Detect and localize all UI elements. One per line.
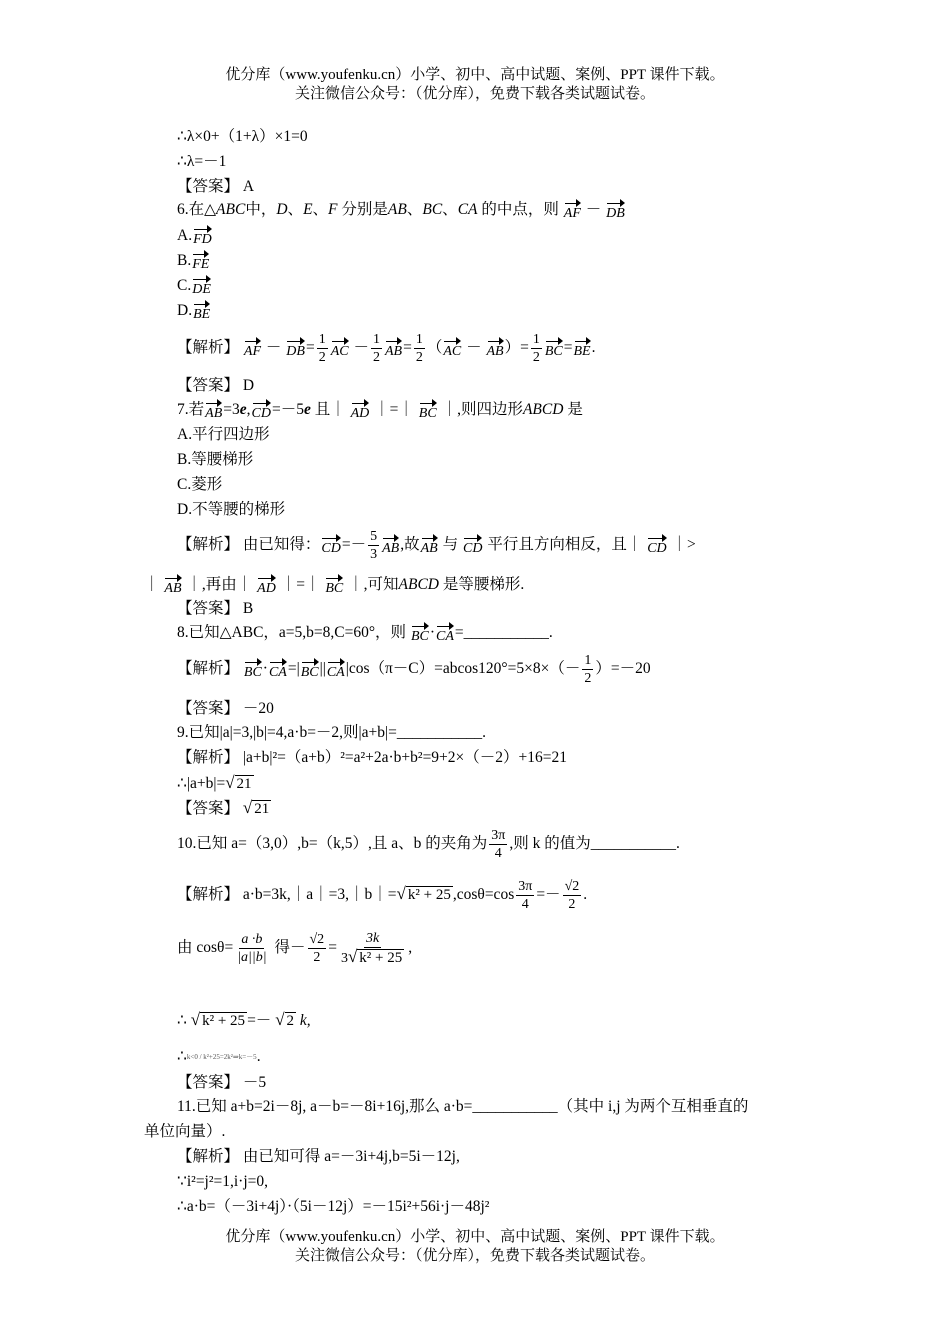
vector-bc: BC xyxy=(325,575,343,596)
fraction-3k xyxy=(339,930,406,967)
analysis-label: 【解析】 xyxy=(177,536,240,553)
q8-analysis-tail: cos（π－C）=abcos120°=5×8×（－ xyxy=(348,660,581,677)
q9-answer xyxy=(177,797,271,820)
q6-e: E xyxy=(303,201,313,218)
answer-label: 【答案】 xyxy=(177,700,240,717)
q11-stem-2: 单位向量）. xyxy=(144,1123,226,1140)
q7-stem-start: 7.若 xyxy=(177,401,205,418)
q6-option-c xyxy=(177,275,212,297)
vector-bc: BC xyxy=(244,659,262,680)
q6-stem-mid: 中， xyxy=(245,201,277,218)
q10-de: 得－ xyxy=(274,939,306,956)
answer-value: －20 xyxy=(242,700,274,717)
q6-bc: BC xyxy=(422,201,443,218)
p5-answer xyxy=(177,176,254,198)
vector-db: DB xyxy=(606,200,625,221)
fraction-sqrt2-2: $\frac{√2}{2}$ xyxy=(564,878,580,912)
q6-option-a xyxy=(177,225,213,247)
vector-ab: AB xyxy=(385,338,402,359)
q7-abcd: ABCD xyxy=(522,401,564,418)
answer-value: －5 xyxy=(242,1074,267,1091)
q8-stem: 8.已知△ABC，a=5,b=8,C=60°，则 BC·CA=___________. xyxy=(177,624,553,644)
q7-analysis-f: ,可知 xyxy=(363,576,399,593)
q8-analysis-end: ）=－20 xyxy=(595,660,651,677)
answer-value: D xyxy=(242,377,255,394)
q10-analysis xyxy=(177,875,587,914)
q7-analysis-2: ｜ AB ｜,再由｜ AD ｜=｜ BC ｜,可知ABCD 是等腰梯形. xyxy=(144,576,525,596)
option-letter: D. xyxy=(177,302,193,319)
therefore-symbol: ∴ xyxy=(177,1012,187,1029)
q7-option-c: C.菱形 xyxy=(177,476,223,493)
q10-therefore-2: ∴k<0 / k²+25=2k²⇒k=－5. xyxy=(177,1048,261,1065)
option-letter: B. xyxy=(177,252,192,269)
answer-value: B xyxy=(242,600,254,617)
page-header xyxy=(0,66,950,104)
q10-stem xyxy=(177,825,680,863)
q7-shi: 是 xyxy=(567,401,583,418)
analysis-label: 【解析】 xyxy=(177,749,240,766)
vector-ab: AB xyxy=(487,338,504,359)
q6-stem-end: 的中点，则 xyxy=(481,201,559,218)
vector-bc: BC xyxy=(411,623,429,644)
therefore-symbol: ∴ xyxy=(177,1048,187,1065)
vector-cd: CD xyxy=(252,400,271,421)
vector-ca: CA xyxy=(436,623,454,644)
q10-answer xyxy=(177,1072,266,1094)
q7-analysis-d: 平行且方向相反，且 xyxy=(487,536,627,553)
fraction-5-3: $\frac{5}{3}$ xyxy=(370,528,378,562)
q6-d: D xyxy=(276,201,288,218)
fraction-half: $\frac{1}{2}$ xyxy=(532,331,540,365)
q11-step-2: ∵i²=j²=1,i·j=0, xyxy=(177,1173,269,1190)
fraction-half: $\frac{1}{2}$ xyxy=(318,331,326,365)
p5-step-2: ∴λ=－1 xyxy=(177,153,227,170)
vector-ac: AC xyxy=(443,338,461,359)
q6-f: F xyxy=(328,201,338,218)
vector-fe: FE xyxy=(192,251,209,272)
q6-option-b xyxy=(177,250,210,272)
vector-ab: AB xyxy=(205,400,222,421)
answer-value: A xyxy=(242,178,255,195)
answer-label: 【答案】 xyxy=(177,377,240,394)
radicand: k² + 25 xyxy=(407,887,451,903)
q10-eq: =－ xyxy=(247,1012,272,1029)
p5-step-1: ∴λ×0+（1+λ）×1=0 xyxy=(177,128,308,145)
sqrt-2: √ 2 xyxy=(275,1010,295,1029)
vector-ad: AD xyxy=(351,400,370,421)
q10-k: k, xyxy=(299,1012,311,1029)
q7-abcd: ABCD xyxy=(398,576,439,593)
answer-label: 【答案】 xyxy=(177,1074,240,1091)
fraction-half: $\frac{1}{2}$ xyxy=(584,652,592,686)
fraction-3pi-4 xyxy=(516,878,534,913)
q7-analysis-1: 【解析】 由已知得：CD=－ $\frac{5}{3}$ AB,故AB 与 CD 平行且方向相反，且｜ CD ｜> xyxy=(177,528,696,562)
q10-stem-a: 10.已知 a=（3,0）,b=（k,5）,且 a、b 的夹角为 xyxy=(177,835,488,852)
page-footer xyxy=(0,1228,950,1266)
q6-abc: ABC xyxy=(216,201,246,218)
vector-ab: AB xyxy=(382,535,399,556)
footer-line-2: 关注微信公众号：（优分库），免费下载各类试题试卷。 xyxy=(294,1248,655,1264)
q11-stem: 11.已知 a+b=2i－8j, a－b=－8i+16j,那么 a·b=___________（其中 i,j 为两个互相垂直的 xyxy=(177,1098,749,1115)
vector-ab: AB xyxy=(164,575,181,596)
q7-analysis-a: 由已知得： xyxy=(242,536,321,553)
q9-analysis xyxy=(177,747,567,769)
option-letter: A. xyxy=(177,227,193,244)
vector-bc: BC xyxy=(545,338,563,359)
q11-step-3: ∴a·b=（－3i+4j）·（5i－12j）=－15i²+56i·j－48j² xyxy=(177,1198,490,1215)
vector-bc: BC xyxy=(301,659,319,680)
radicand: k² + 25 xyxy=(202,1013,246,1029)
sqrt-21: √ 21 xyxy=(242,798,270,817)
vector-be: BE xyxy=(574,338,591,359)
vector-af: AF xyxy=(564,200,581,221)
numerator: 3π xyxy=(491,827,506,843)
vector-fd: FD xyxy=(193,226,212,247)
q8-blank: =___________. xyxy=(454,624,553,641)
vector-ca: CA xyxy=(269,659,287,680)
q7-stem: 7.若AB=3e,CD=－5e 且｜ AD ｜=｜ BC ｜,则四边形ABCD 是 xyxy=(177,401,583,421)
q8-answer xyxy=(177,698,274,720)
denominator xyxy=(339,948,406,967)
denominator: |a||b| xyxy=(237,949,267,965)
vector-bc: BC xyxy=(419,400,437,421)
q11-analysis xyxy=(177,1146,460,1168)
answer-label: 【答案】 xyxy=(177,178,240,195)
q10-analysis-b: ,cosθ=cos xyxy=(452,886,515,903)
q6-analysis: 【解析】 AF － DB= $\frac{1}{2}$ AC － $\frac{1}{2}$ AB= $\frac{1}{2}$ （AC － AB）= $\frac{1}{2}$ BC=BE. xyxy=(177,331,596,365)
header-line-2: 关注微信公众号：（优分库），免费下载各类试题试卷。 xyxy=(294,86,655,102)
q6-ab: AB xyxy=(387,201,407,218)
vector-ac: AC xyxy=(331,338,349,359)
option-letter: C. xyxy=(177,277,192,294)
q9-stem: 9.已知|a|=3,|b|=4,a·b=－2,则|a+b|=___________. xyxy=(177,724,487,741)
vector-cd: CD xyxy=(321,535,340,556)
q6-stem: 6.在△ABC中，D、E、F 分别是AB、BC、CA 的中点，则 AF － DB xyxy=(177,201,625,221)
numerator: 3k xyxy=(365,930,380,946)
radicand: k² + 25 xyxy=(359,949,403,966)
vector-cd: CD xyxy=(463,535,482,556)
q10-stem-b: ,则 k 的值为___________. xyxy=(509,835,680,852)
vector-cd: CD xyxy=(647,535,666,556)
sqrt-k2-25: √ k² + 25 xyxy=(347,946,403,966)
sqrt-k2-25: √ k² + 25 xyxy=(396,884,451,903)
fraction-ab-over-norms xyxy=(235,931,268,966)
header-line-1: 优分库（www.youfenku.cn）小学、初中、高中试题、案例、PPT 课件下载。 xyxy=(225,67,725,83)
q7-option-b: B.等腰梯形 xyxy=(177,451,254,468)
q10-analysis-c: =－ xyxy=(536,886,561,903)
sqrt-21: √ 21 xyxy=(225,773,252,792)
q7-analysis-c: 与 xyxy=(442,536,459,553)
q7-analysis-e: ,再由 xyxy=(201,576,237,593)
q10-by-cos: 由 cosθ= xyxy=(177,939,234,956)
q6-option-d xyxy=(177,300,211,322)
tiny-equation-system: k<0 / k²+25=2k²⇒k=－5 xyxy=(186,1053,257,1062)
q10-therefore-1 xyxy=(177,1005,311,1036)
q9-step-text: ∴|a+b|= xyxy=(177,775,226,792)
q7-stem-tail: ,则四边形 xyxy=(457,401,523,418)
footer-line-1: 优分库（www.youfenku.cn）小学、初中、高中试题、案例、PPT 课件下载。 xyxy=(225,1229,725,1245)
fraction-sqrt2-2: $\frac{√2}{2}$ xyxy=(309,931,325,965)
q9-analysis-text: |a+b|²=（a+b）²=a²+2a·b+b²=9+2×（－2）+16=21 xyxy=(242,749,568,766)
q6-stem-num: 6.在△ xyxy=(177,201,217,218)
answer-label: 【答案】 xyxy=(177,800,240,817)
radicand: 21 xyxy=(236,776,252,792)
q8-stem-text: 8.已知△ABC，a=5,b=8,C=60°，则 xyxy=(177,624,407,641)
q6-answer xyxy=(177,375,254,397)
q10-derivation: 由 cosθ= $\frac{a \cdot b}{|a||b|}$ 得－ $\frac{√2}{2}$ = $\frac{3k}{\text{3√ k² + 25}}$ , xyxy=(177,930,413,966)
vector-be: BE xyxy=(193,301,210,322)
vector-af: AF xyxy=(244,338,261,359)
sqrt-k2-25: √ k² + 25 xyxy=(190,1010,246,1029)
denominator: 4 xyxy=(521,896,529,912)
q11-analysis-text: 由已知可得 a=－3i+4j,b=5i－12j, xyxy=(242,1148,460,1165)
fraction-3pi-4 xyxy=(489,827,507,862)
q7-option-a: A.平行四边形 xyxy=(177,426,270,443)
vector-de: DE xyxy=(192,276,211,297)
denominator-coef: 3 xyxy=(340,950,348,966)
numerator: a ·b xyxy=(241,931,263,947)
q6-stem-mid2: 分别是 xyxy=(341,201,388,218)
numerator: 3π xyxy=(518,878,533,894)
analysis-label: 【解析】 xyxy=(177,660,240,677)
analysis-label: 【解析】 xyxy=(177,339,240,356)
analysis-label: 【解析】 xyxy=(177,886,240,903)
vector-ab: AB xyxy=(421,535,438,556)
fraction-half: $\frac{1}{2}$ xyxy=(415,331,423,365)
answer-label: 【答案】 xyxy=(177,600,240,617)
q7-option-d: D.不等腰的梯形 xyxy=(177,501,286,518)
analysis-label: 【解析】 xyxy=(177,1148,240,1165)
q9-step-2 xyxy=(177,772,254,795)
q8-analysis: 【解析】 BC·CA=|BC||CA|cos（π－C）=abcos120°=5×8×（－ $\frac{1}{2}$ ）=－20 xyxy=(177,652,651,686)
q7-analysis-b: ,故 xyxy=(400,536,420,553)
vector-ad: AD xyxy=(257,575,276,596)
q7-analysis-g: 是等腰梯形. xyxy=(442,576,525,593)
denominator: 4 xyxy=(494,845,502,861)
q10-analysis-a: a·b=3k,｜a｜=3,｜b｜= xyxy=(242,886,397,903)
radicand: 21 xyxy=(254,801,270,817)
q6-ca: CA xyxy=(457,201,478,218)
fraction-half: $\frac{1}{2}$ xyxy=(372,331,380,365)
q10-analysis-d: . xyxy=(583,886,588,903)
q7-answer xyxy=(177,598,253,620)
vector-ca: CA xyxy=(327,659,345,680)
vector-db: DB xyxy=(286,338,305,359)
